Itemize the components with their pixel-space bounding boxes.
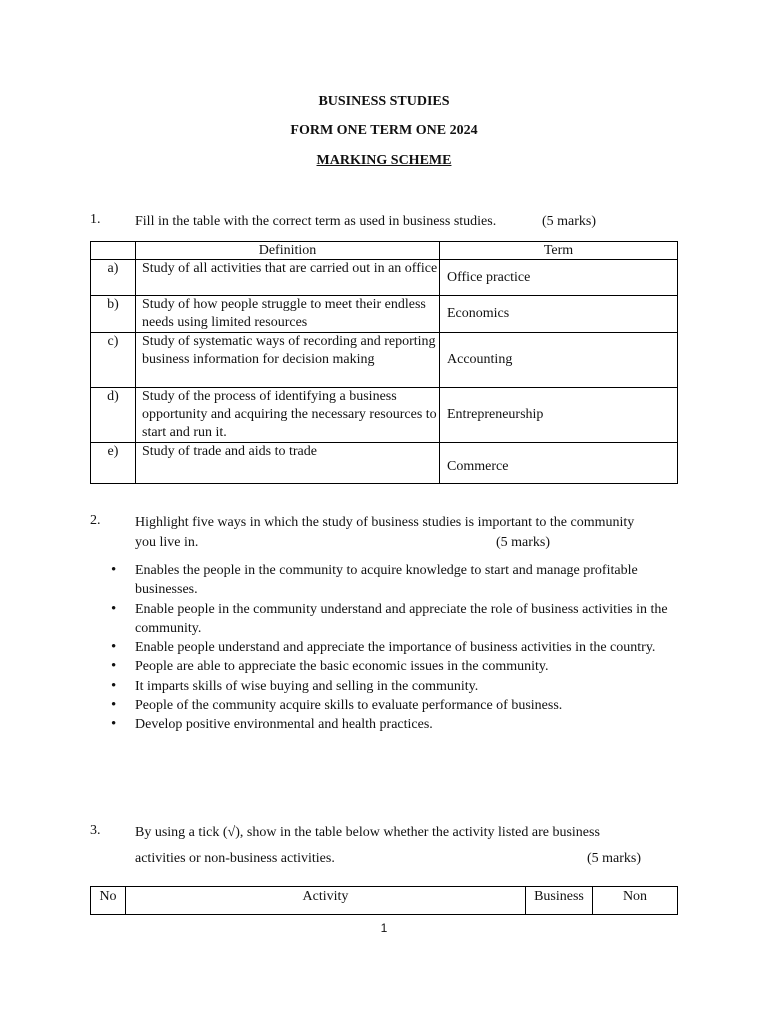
q1-table [90, 241, 678, 484]
doc-title-scheme [0, 153, 768, 169]
list-item: • Enables the people in the community to acquire knowledge to start and manage profitable businesses. [108, 561, 688, 600]
row-term: Office practice [440, 260, 678, 296]
row-term: Economics [440, 296, 678, 333]
row-definition: Study of systematic ways of recording and reporting business information for decision making [136, 333, 440, 388]
table-row [91, 260, 678, 296]
row-definition: Study of the process of identifying a business opportunity and acquiring the necessary resources to start and run it. [136, 388, 440, 443]
row-label: a) [91, 260, 136, 296]
row-term: Accounting [440, 333, 678, 388]
doc-title-exam: FORM ONE TERM ONE 2024 [290, 123, 478, 138]
row-term: Commerce [440, 443, 678, 484]
q3-number: 3. [90, 823, 101, 838]
list-item: • People are able to appreciate the basic economic issues in the community. [108, 657, 688, 676]
q1-text: Fill in the table with the correct term as used in business studies. [135, 214, 497, 229]
q3-col-header-business: Business [526, 887, 593, 915]
q3-line2: activities or non-business activities. [135, 851, 335, 866]
row-term: Entrepreneurship [440, 388, 678, 443]
q1-col-header-term: Term [440, 242, 678, 260]
q3-table [90, 886, 678, 915]
row-definition: Study of all activities that are carried out in an office [136, 260, 440, 296]
q3-table-header-row [91, 887, 678, 915]
list-item: • Enable people understand and appreciate the importance of business activities in the country. [108, 638, 688, 657]
doc-title-subject: BUSINESS STUDIES [318, 94, 450, 109]
q3-col-header-non: Non [593, 887, 678, 915]
list-item: • Enable people in the community understand and appreciate the role of business activities in the community. [108, 600, 688, 639]
q2-line2: you live in. [135, 535, 199, 550]
row-label: b) [91, 296, 136, 333]
table-row [91, 443, 678, 484]
q1-col-header-label [91, 242, 136, 260]
page-number: 1 [380, 921, 388, 935]
table-row [91, 296, 678, 333]
q1-number: 1. [90, 212, 101, 227]
list-item: • Develop positive environmental and health practices. [108, 715, 688, 734]
doc-title-scheme-text: MARKING SCHEME [316, 153, 452, 168]
list-item: • People of the community acquire skills to evaluate performance of business. [108, 696, 688, 715]
q2-marks: (5 marks) [496, 535, 551, 550]
q3-col-header-no: No [91, 887, 126, 915]
q1-col-header-definition: Definition [136, 242, 440, 260]
row-definition: Study of trade and aids to trade [136, 443, 440, 484]
row-definition: Study of how people struggle to meet their endless needs using limited resources [136, 296, 440, 333]
table-row [91, 388, 678, 443]
row-label: c) [91, 333, 136, 388]
q2-line1: Highlight five ways in which the study of business studies is important to the community [135, 515, 635, 530]
q2-points-list [108, 561, 688, 735]
list-item: • It imparts skills of wise buying and selling in the community. [108, 677, 688, 696]
q3-col-header-activity: Activity [126, 887, 526, 915]
table-row [91, 333, 678, 388]
q3-line1: By using a tick (√), show in the table below whether the activity listed are business [135, 825, 600, 840]
q3-marks: (5 marks) [587, 851, 642, 866]
row-label: d) [91, 388, 136, 443]
q1-table-header-row [91, 242, 678, 260]
q2-number: 2. [90, 513, 101, 528]
q1-marks: (5 marks) [542, 214, 597, 229]
row-label: e) [91, 443, 136, 484]
